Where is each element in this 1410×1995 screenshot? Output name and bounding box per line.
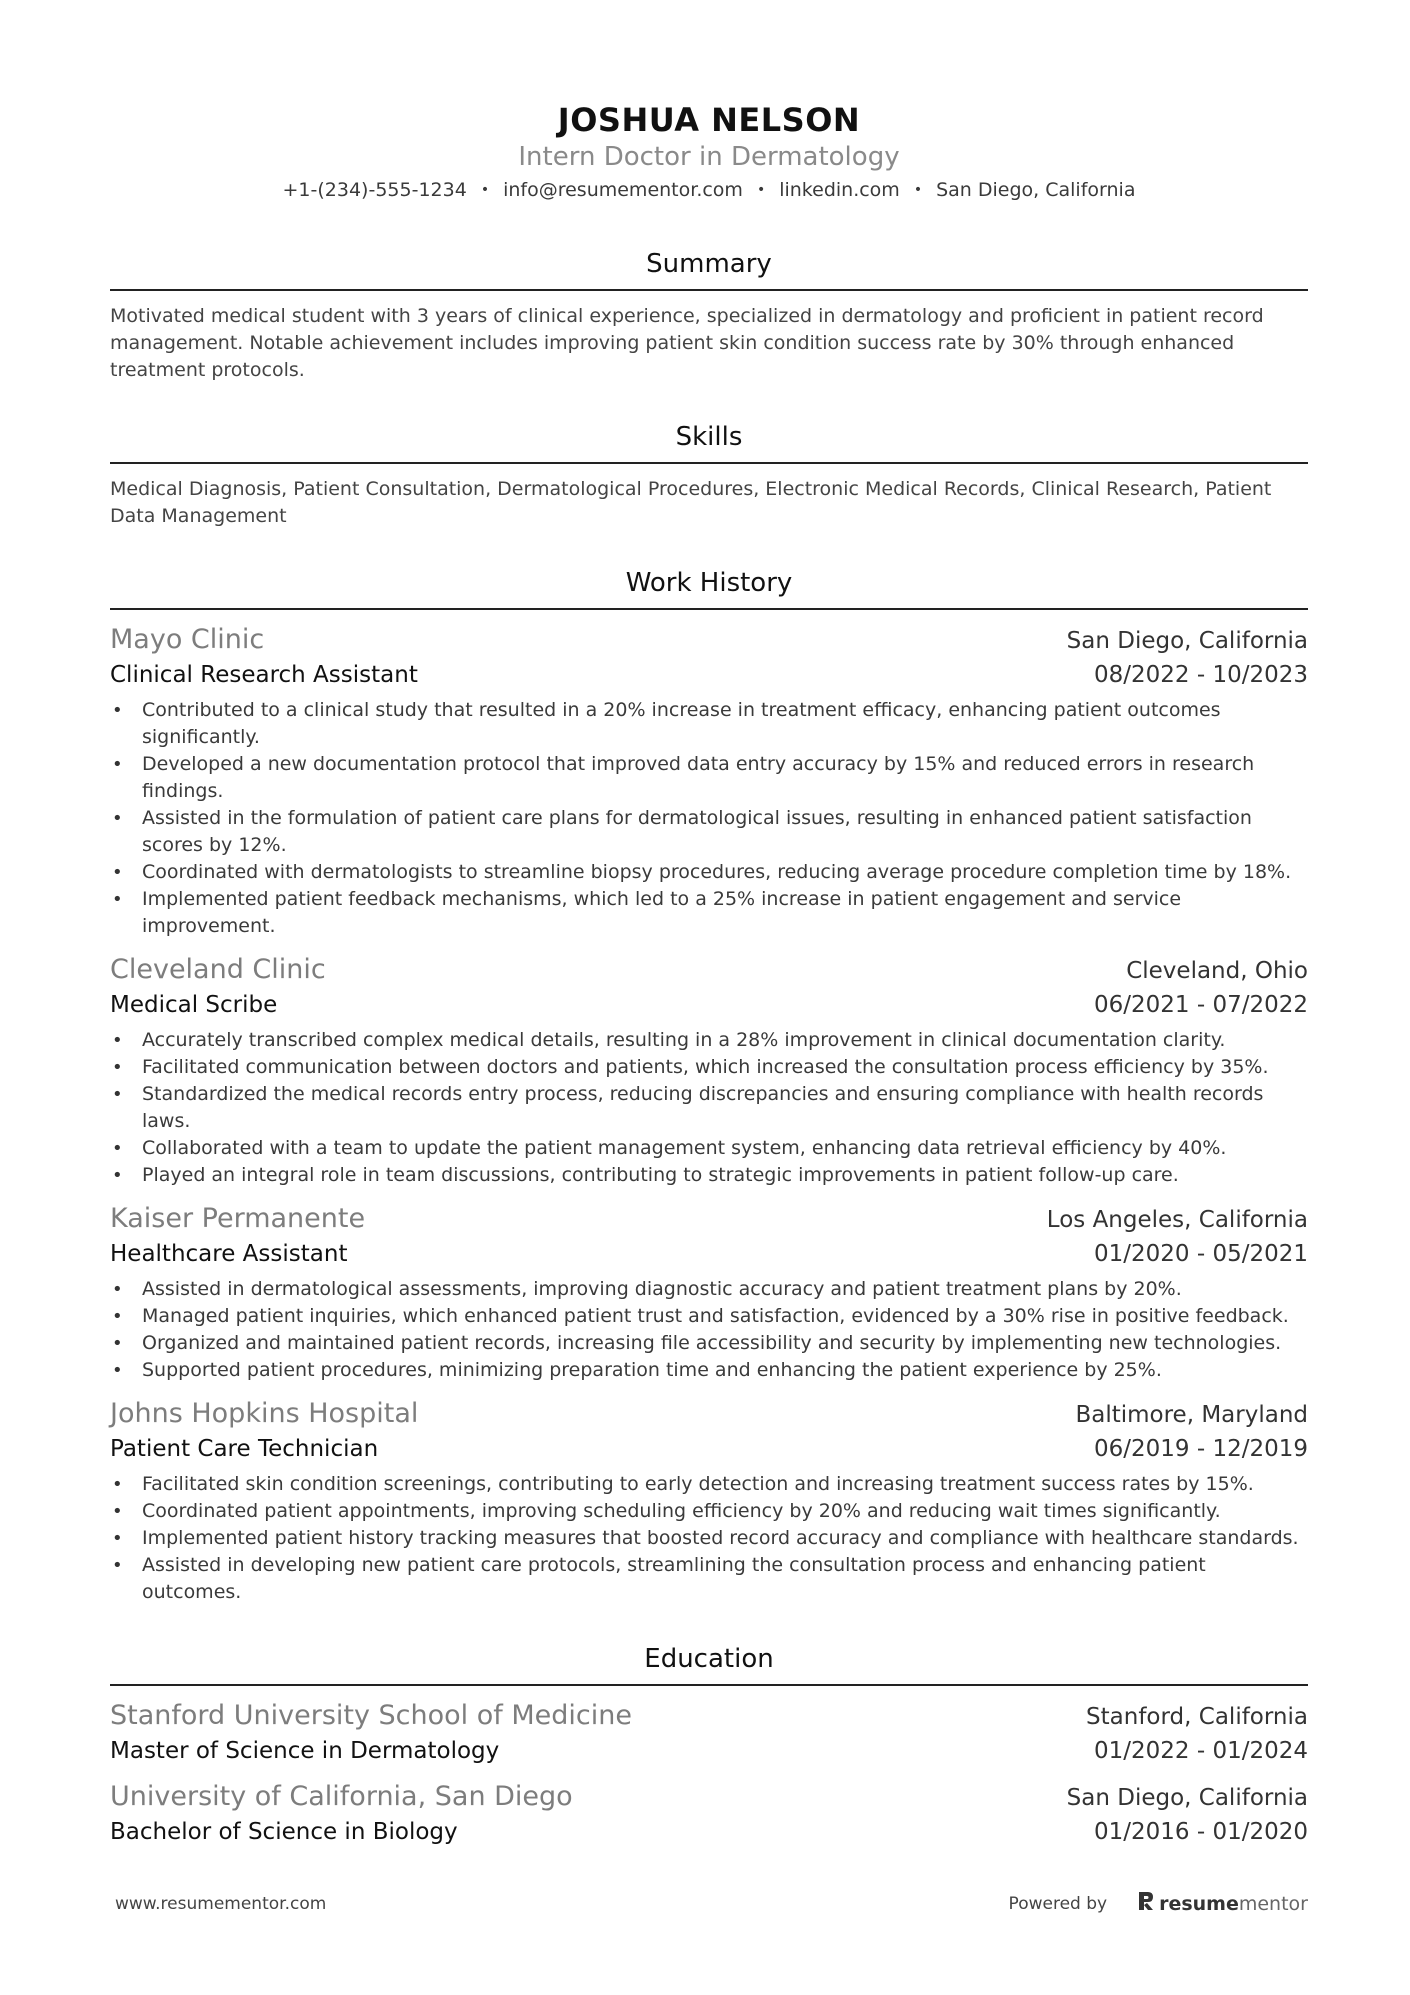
job-location: Cleveland, Ohio [1126,958,1308,984]
job-bullet: • Coordinated with dermatologists to streamline biopsy procedures, reducing average procedure completion time by 18%. [142,859,1308,886]
education-dates: 01/2022 - 01/2024 [1093,1738,1308,1764]
school-location: San Diego, California [1066,1785,1308,1811]
job-bullet: • Standardized the medical records entry process, reducing discrepancies and ensuring compliance with health records laws. [142,1081,1308,1135]
education-entry [110,1698,1308,1767]
job-bullet: • Facilitated skin condition screenings, contributing to early detection and increasing treatment success rates by 15%. [142,1471,1308,1498]
job-bullet: • Facilitated communication between doctors and patients, which increased the consultation process efficiency by 35%. [142,1054,1308,1081]
footer-website-link[interactable]: www.resumementor.com [115,1893,327,1914]
resumementor-logo[interactable] [1137,1890,1308,1917]
skills-section [110,420,1308,530]
job-bullet: • Developed a new documentation protocol that improved data entry accuracy by 15% and reduced errors in research findings. [142,751,1308,805]
job-bullets [110,1276,1308,1384]
section-heading-summary: Summary [110,247,1308,291]
job-bullet: • Played an integral role in team discussions, contributing to strategic improvements in patient follow-up care. [142,1162,1308,1189]
job-company: Cleveland Clinic [110,954,326,985]
candidate-name: JOSHUA NELSON [557,101,861,139]
education-entry [110,1779,1308,1848]
job-entry [110,952,1308,1189]
job-bullet: • Coordinated patient appointments, improving scheduling efficiency by 20% and reducing wait times significantly. [142,1498,1308,1525]
job-dates: 06/2021 - 07/2022 [1093,992,1308,1018]
job-bullet: • Implemented patient history tracking measures that boosted record accuracy and compliance with healthcare standards. [142,1525,1308,1552]
contact-email[interactable]: info@resumementor.com [503,179,743,201]
job-bullet: • Assisted in dermatological assessments, improving diagnostic accuracy and patient treatment plans by 20%. [142,1276,1308,1303]
job-role: Clinical Research Assistant [110,662,418,688]
job-bullet: • Implemented patient feedback mechanisms, which led to a 25% increase in patient engagement and service improvement. [142,886,1308,940]
resume-header [110,0,1308,207]
section-heading-skills: Skills [110,420,1308,464]
section-heading-education: Education [110,1642,1308,1686]
job-role: Healthcare Assistant [110,1241,348,1267]
contact-phone: +1-(234)-555-1234 [282,179,467,201]
job-location: San Diego, California [1066,628,1308,654]
job-bullet: • Managed patient inquiries, which enhanced patient trust and satisfaction, evidenced by a 30% rise in positive feedback. [142,1303,1308,1330]
job-role: Medical Scribe [110,992,278,1018]
section-heading-work-history: Work History [110,566,1308,610]
job-location: Los Angeles, California [1046,1207,1308,1233]
job-dates: 06/2019 - 12/2019 [1093,1436,1308,1462]
powered-by-label: Powered by [1008,1893,1108,1914]
degree: Bachelor of Science in Biology [110,1819,458,1845]
job-dates: 08/2022 - 10/2023 [1093,662,1308,688]
work-history-section [110,566,1308,1606]
education-section [110,1642,1308,1848]
contact-separator: • [480,182,490,198]
job-entry [110,1201,1308,1384]
job-bullet: • Organized and maintained patient records, increasing file accessibility and security by implementing new technologies. [142,1330,1308,1357]
contact-line [110,175,1308,207]
education-dates: 01/2016 - 01/2020 [1093,1819,1308,1845]
job-dates: 01/2020 - 05/2021 [1093,1241,1308,1267]
job-bullet: • Contributed to a clinical study that resulted in a 20% increase in treatment efficacy, enhancing patient outcomes significantly. [142,697,1308,751]
candidate-title: Intern Doctor in Dermatology [518,142,900,172]
page-footer [115,1890,1308,1917]
job-bullets [110,697,1308,940]
brand-light-text: mentor [1238,1892,1308,1915]
job-location: Baltimore, Maryland [1075,1402,1308,1428]
job-bullet: • Collaborated with a team to update the patient management system, enhancing data retrieval efficiency by 40%. [142,1135,1308,1162]
summary-text: Motivated medical student with 3 years of clinical experience, specialized in dermatology and proficient in patient record management. Notable achievement includes improving patient skin condition success rate by 30% through enhanced treatment protocols. [110,305,1264,381]
degree: Master of Science in Dermatology [110,1738,500,1764]
contact-separator: • [756,182,766,198]
resume-page [110,0,1308,1848]
contact-location: San Diego, California [936,179,1136,201]
footer-branding [1009,1890,1308,1917]
summary-section [110,247,1308,384]
school-name: University of California, San Diego [110,1781,573,1812]
contact-linkedin[interactable]: linkedin.com [779,179,900,201]
job-bullets [110,1471,1308,1606]
job-bullet: • Supported patient procedures, minimizing preparation time and enhancing the patient experience by 25%. [142,1357,1308,1384]
brand-bold-text: resume [1159,1892,1239,1915]
school-name: Stanford University School of Medicine [110,1700,632,1731]
job-entry [110,1396,1308,1606]
contact-separator: • [913,182,923,198]
job-bullet: • Assisted in the formulation of patient care plans for dermatological issues, resulting in enhanced patient satisfaction scores by 12%. [142,805,1308,859]
job-role: Patient Care Technician [110,1436,379,1462]
job-bullets [110,1027,1308,1189]
job-company: Kaiser Permanente [110,1203,366,1234]
skills-text: Medical Diagnosis, Patient Consultation, Dermatological Procedures, Electronic Medical Records, Clinical Research, Patient Data Management [110,478,1272,527]
job-company: Mayo Clinic [110,624,265,655]
job-bullet: • Accurately transcribed complex medical details, resulting in a 28% improvement in clinical documentation clarity. [142,1027,1308,1054]
resumementor-logo-icon [1137,1890,1155,1917]
school-location: Stanford, California [1086,1704,1308,1730]
job-company: Johns Hopkins Hospital [110,1398,419,1429]
job-entry [110,622,1308,940]
job-bullet: • Assisted in developing new patient care protocols, streamlining the consultation process and enhancing patient outcomes. [142,1552,1308,1606]
